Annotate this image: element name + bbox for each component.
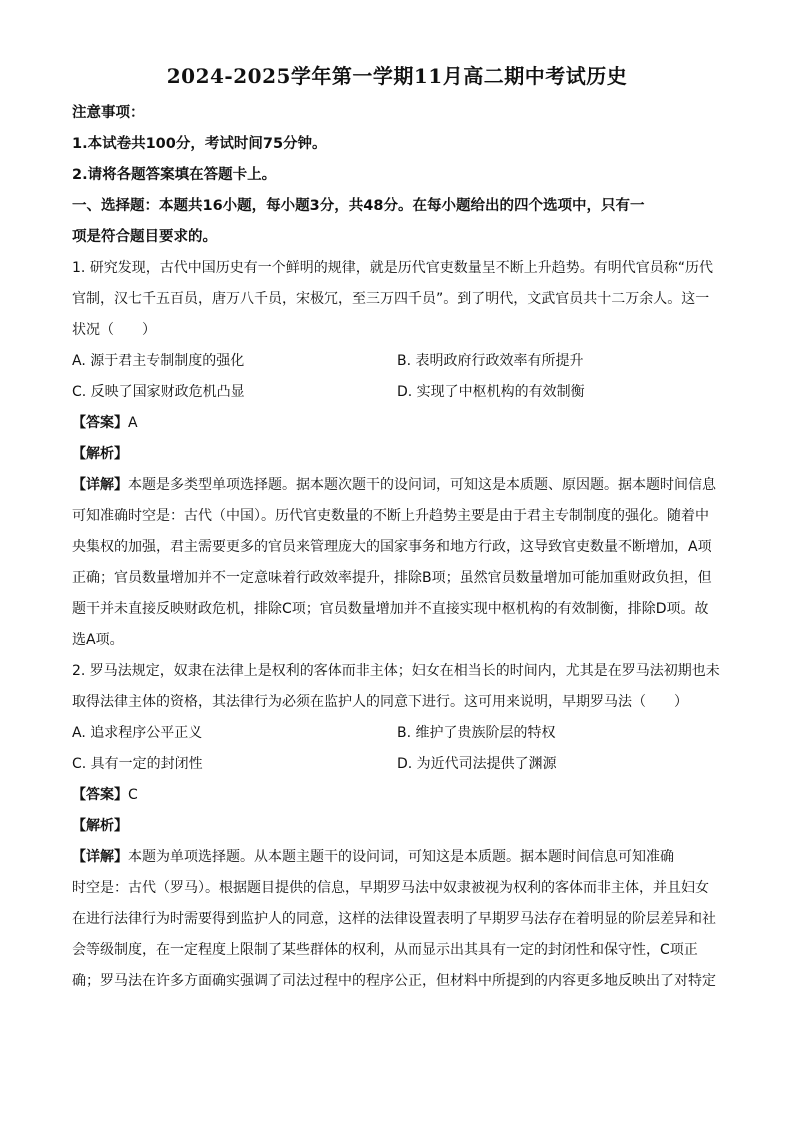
answer-line [72, 408, 722, 439]
detail-line [72, 842, 722, 873]
option-b: B. 表明政府行政效率有所提升 [397, 353, 584, 369]
notice-item-1: 1.本试卷共100分，考试时间75分钟。 [72, 136, 327, 152]
analysis-line [72, 811, 722, 842]
option-c: C. 具有一定的封闭性 [72, 756, 203, 772]
analysis-line [72, 439, 722, 470]
detail-label: 【详解】 [72, 849, 128, 865]
question-1 [72, 253, 722, 656]
answer-label: 【答案】 [72, 415, 128, 431]
exam-page [72, 62, 722, 997]
detail-line: 可知准确时空是：古代（中国）。历代官吏数量的不断上升趋势主要是由于君主专制制度的强化。随着中 [72, 508, 709, 524]
detail-line: 正确；官员数量增加并不一定意味着行政效率提升，排除B项；虽然官员数量增加可能加重财政负担，但 [72, 570, 712, 586]
option-a: A. 源于君主专制制度的强化 [72, 353, 245, 369]
notice-heading: 注意事项： [72, 105, 145, 121]
analysis-label: 【解析】 [72, 446, 128, 462]
detail-line [72, 470, 722, 501]
detail-line: 选A项。 [72, 632, 124, 648]
detail-line: 央集权的加强，君主需要更多的官员来管理庞大的国家事务和地方行政，这导致官吏数量不断增加，A项 [72, 539, 712, 555]
option-c: C. 反映了国家财政危机凸显 [72, 384, 245, 400]
detail-text: 本题是多类型单项选择题。据本题次题干的设问词，可知这是本质题、原因题。据本题时间信息 [128, 477, 716, 493]
detail-label: 【详解】 [72, 477, 128, 493]
detail-line: 会等级制度，在一定程度上限制了某些群体的权利，从而显示出其具有一定的封闭性和保守性，C项正 [72, 942, 698, 958]
notice-item-2: 2.请将各题答案填在答题卡上。 [72, 167, 277, 183]
question-stem-line: 官制，汉七千五百员，唐万八千员，宋极冗，至三万四千员”。到了明代，文武官员共十二万余人。这一 [72, 291, 710, 307]
question-2 [72, 656, 722, 997]
page-title: 2024-2025学年第一学期11月高二期中考试历史 [166, 64, 628, 88]
question-options [72, 346, 722, 408]
option-d: D. 为近代司法提供了渊源 [397, 756, 557, 772]
detail-text: 本题为单项选择题。从本题主题干的设问词，可知这是本质题。据本题时间信息可知准确 [128, 849, 674, 865]
answer-label: 【答案】 [72, 787, 128, 803]
question-stem-line: 状况（ ） [72, 322, 156, 338]
answer-line [72, 780, 722, 811]
question-options [72, 718, 722, 780]
section-heading-line-2: 项是符合题目要求的。 [72, 229, 217, 245]
question-stem-line: 取得法律主体的资格，其法律行为必须在监护人的同意下进行。这可用来说明，早期罗马法（ ） [72, 694, 688, 710]
question-stem-line: 1. 研究发现，古代中国历史有一个鲜明的规律，就是历代官吏数量呈不断上升趋势。有明代官员称“历代 [72, 260, 714, 276]
answer-value: A [128, 415, 138, 431]
analysis-label: 【解析】 [72, 818, 128, 834]
option-a: A. 追求程序公平正义 [72, 725, 203, 741]
option-d: D. 实现了中枢机构的有效制衡 [397, 384, 585, 400]
section-heading-line-1: 一、选择题：本题共16小题，每小题3分，共48分。在每小题给出的四个选项中，只有一 [72, 198, 645, 214]
detail-line: 题干并未直接反映财政危机，排除C项；官员数量增加并不直接实现中枢机构的有效制衡，排除D项。故 [72, 601, 709, 617]
option-b: B. 维护了贵族阶层的特权 [397, 725, 556, 741]
detail-line: 时空是：古代（罗马）。根据题目提供的信息，早期罗马法中奴隶被视为权利的客体而非主体，并且妇女 [72, 880, 709, 896]
question-stem-line: 2. 罗马法规定，奴隶在法律上是权利的客体而非主体；妇女在相当长的时间内，尤其是在罗马法初期也未 [72, 663, 720, 679]
answer-value: C [128, 787, 138, 803]
detail-line: 确；罗马法在许多方面确实强调了司法过程中的程序公正，但材料中所提到的内容更多地反映出了对特定 [72, 973, 716, 989]
detail-line: 在进行法律行为时需要得到监护人的同意，这样的法律设置表明了早期罗马法存在着明显的阶层差异和社 [72, 911, 716, 927]
